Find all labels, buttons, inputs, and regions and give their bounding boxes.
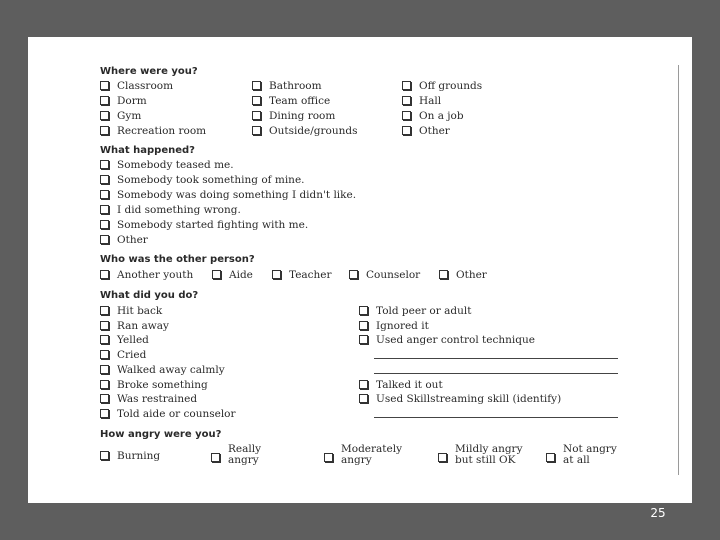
did-hit-back-option[interactable]: Hit back	[100, 305, 162, 317]
checkbox-icon[interactable]	[100, 335, 109, 344]
where-classroom-option[interactable]: Classroom	[100, 80, 173, 92]
checkbox-icon[interactable]	[359, 335, 368, 344]
checkbox-icon[interactable]	[100, 190, 109, 199]
checkbox-icon[interactable]	[211, 453, 220, 462]
where-job-option[interactable]: On a job	[402, 110, 464, 122]
checkbox-icon[interactable]	[100, 160, 109, 169]
happened-doing-option[interactable]: Somebody was doing something I didn't like.	[100, 189, 356, 201]
where-team-office-option[interactable]: Team office	[252, 95, 330, 107]
checkbox-icon[interactable]	[252, 96, 261, 105]
checkbox-icon[interactable]	[252, 111, 261, 120]
did-talked-out-option[interactable]: Talked it out	[359, 379, 443, 391]
happened-wrong-option[interactable]: I did something wrong.	[100, 204, 241, 216]
did-restrained-option[interactable]: Was restrained	[100, 393, 197, 405]
checkbox-icon[interactable]	[100, 96, 109, 105]
happened-heading: What happened?	[100, 145, 195, 156]
other-person-heading: Who was the other person?	[100, 254, 255, 265]
checkbox-icon[interactable]	[359, 394, 368, 403]
checkbox-icon[interactable]	[359, 321, 368, 330]
person-other-option[interactable]: Other	[439, 269, 487, 281]
where-heading: Where were you?	[100, 66, 198, 77]
where-dining-option[interactable]: Dining room	[252, 110, 335, 122]
checkbox-icon[interactable]	[359, 306, 368, 315]
person-aide-option[interactable]: Aide	[212, 269, 253, 281]
angry-burning-option[interactable]: Burning	[100, 450, 160, 462]
checkbox-icon[interactable]	[324, 453, 333, 462]
did-ran-away-option[interactable]: Ran away	[100, 320, 169, 332]
where-outside-option[interactable]: Outside/grounds	[252, 125, 358, 137]
anger-technique-line-1[interactable]	[374, 358, 618, 359]
did-told-peer-option[interactable]: Told peer or adult	[359, 305, 471, 317]
happened-other-option[interactable]: Other	[100, 234, 148, 246]
checkbox-icon[interactable]	[100, 126, 109, 135]
checkbox-icon[interactable]	[100, 220, 109, 229]
happened-took-option[interactable]: Somebody took something of mine.	[100, 174, 305, 186]
angry-really-option[interactable]: Really angry	[211, 444, 261, 466]
happened-teased-option[interactable]: Somebody teased me.	[100, 159, 234, 171]
did-told-aide-option[interactable]: Told aide or counselor	[100, 408, 236, 420]
page-number: 25	[650, 506, 666, 520]
checkbox-icon[interactable]	[100, 205, 109, 214]
checkbox-icon[interactable]	[252, 81, 261, 90]
person-teacher-option[interactable]: Teacher	[272, 269, 332, 281]
checkbox-icon[interactable]	[100, 350, 109, 359]
did-ignored-option[interactable]: Ignored it	[359, 320, 429, 332]
checkbox-icon[interactable]	[402, 126, 411, 135]
person-counselor-option[interactable]: Counselor	[349, 269, 420, 281]
checkbox-icon[interactable]	[546, 453, 555, 462]
checkbox-icon[interactable]	[212, 270, 221, 279]
did-skillstreaming-option[interactable]: Used Skillstreaming skill (identify)	[359, 393, 561, 405]
where-off-grounds-option[interactable]: Off grounds	[402, 80, 482, 92]
angry-not-option[interactable]: Not angry at all	[546, 444, 617, 466]
checkbox-icon[interactable]	[100, 451, 109, 460]
margin-rule	[678, 65, 679, 475]
checkbox-icon[interactable]	[100, 270, 109, 279]
checkbox-icon[interactable]	[100, 235, 109, 244]
checkbox-icon[interactable]	[100, 81, 109, 90]
angry-heading: How angry were you?	[100, 429, 222, 440]
where-dorm-option[interactable]: Dorm	[100, 95, 147, 107]
did-cried-option[interactable]: Cried	[100, 349, 146, 361]
checkbox-icon[interactable]	[439, 270, 448, 279]
checkbox-icon[interactable]	[272, 270, 281, 279]
checkbox-icon[interactable]	[402, 111, 411, 120]
anger-technique-line-2[interactable]	[374, 373, 618, 374]
checkbox-icon[interactable]	[359, 380, 368, 389]
did-broke-option[interactable]: Broke something	[100, 379, 208, 391]
did-yelled-option[interactable]: Yelled	[100, 334, 149, 346]
checkbox-icon[interactable]	[252, 126, 261, 135]
did-anger-control-option[interactable]: Used anger control technique	[359, 334, 535, 346]
where-bathroom-option[interactable]: Bathroom	[252, 80, 322, 92]
where-gym-option[interactable]: Gym	[100, 110, 141, 122]
checkbox-icon[interactable]	[100, 394, 109, 403]
checkbox-icon[interactable]	[100, 365, 109, 374]
did-walked-away-option[interactable]: Walked away calmly	[100, 364, 225, 376]
checkbox-icon[interactable]	[100, 175, 109, 184]
skillstreaming-line[interactable]	[374, 417, 618, 418]
checkbox-icon[interactable]	[100, 321, 109, 330]
where-other-option[interactable]: Other	[402, 125, 450, 137]
checkbox-icon[interactable]	[100, 111, 109, 120]
checkbox-icon[interactable]	[438, 453, 447, 462]
where-recreation-option[interactable]: Recreation room	[100, 125, 206, 137]
checkbox-icon[interactable]	[100, 380, 109, 389]
checkbox-icon[interactable]	[100, 409, 109, 418]
angry-mildly-option[interactable]: Mildly angry but still OK	[438, 444, 523, 466]
checkbox-icon[interactable]	[100, 306, 109, 315]
person-youth-option[interactable]: Another youth	[100, 269, 193, 281]
angry-moderately-option[interactable]: Moderately angry	[324, 444, 402, 466]
did-heading: What did you do?	[100, 290, 199, 301]
checkbox-icon[interactable]	[349, 270, 358, 279]
checkbox-icon[interactable]	[402, 81, 411, 90]
checkbox-icon[interactable]	[402, 96, 411, 105]
where-hall-option[interactable]: Hall	[402, 95, 441, 107]
happened-fighting-option[interactable]: Somebody started fighting with me.	[100, 219, 308, 231]
